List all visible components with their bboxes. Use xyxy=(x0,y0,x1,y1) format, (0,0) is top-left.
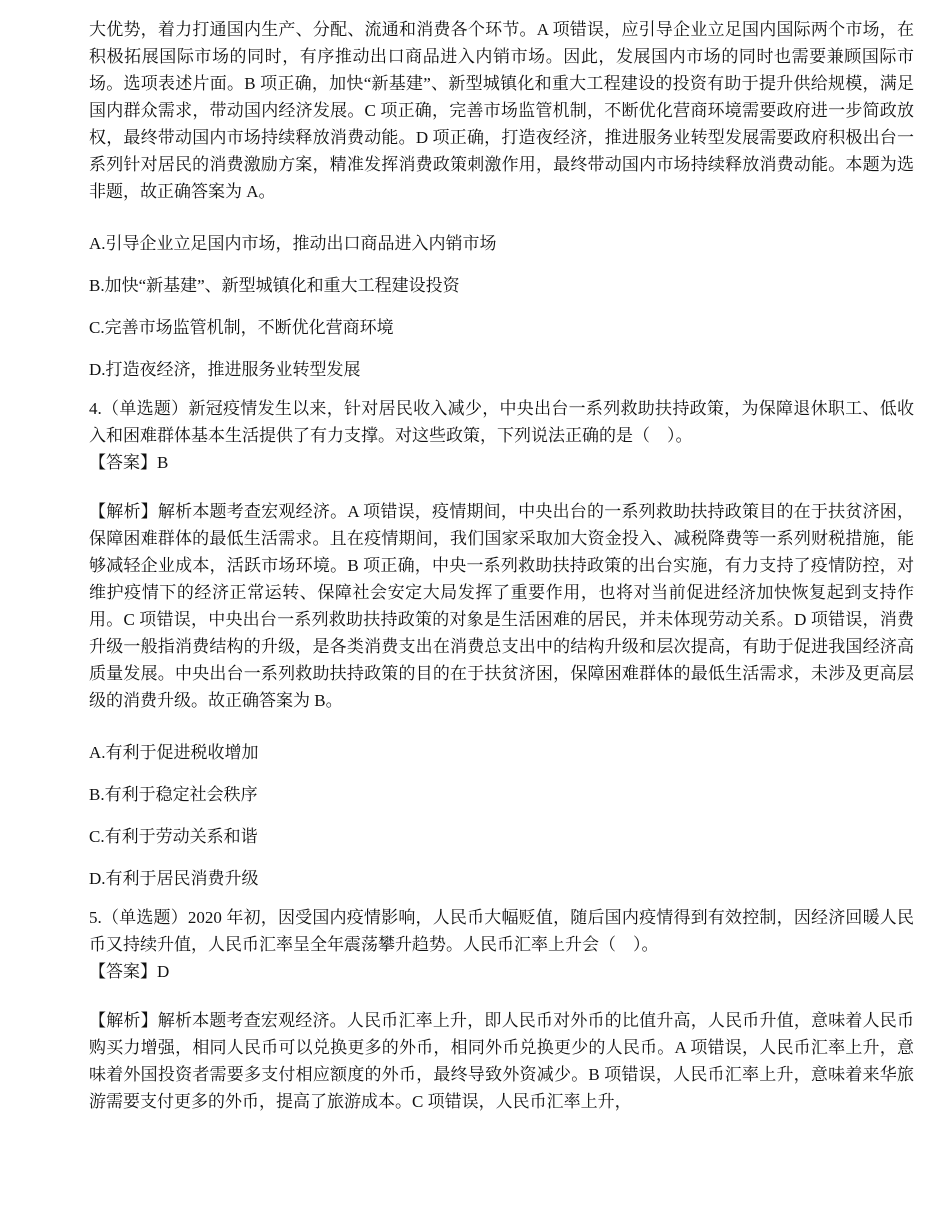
q4-answer: 【答案】B xyxy=(89,453,169,472)
q5-answer: 【答案】D xyxy=(89,962,170,981)
q3-analysis-tail: 大优势，着力打通国内生产、分配、流通和消费各个环节。A 项错误，应引导企业立足国内国际两个市场，在积极拓展国际市场的同时，有序推动出口商品进入内销市场。因此，发展国内市场的同时也需要兼顾国际市场。选项表述片面。B 项正确，加快“新基建”、新型城镇化和重大工程建设的投资有助于提升供给规模，满足国内群众需求，带动国内经济发展。C 项正确，完善市场监管机制，不断优化营商环境需要政府进一步简政放权，最终带动国内市场持续释放消费动能。D 项正确，打造夜经济，推进服务业转型发展需要政府积极出台一系列针对居民的消费激励方案，精准发挥消费政策刺激作用，最终带动国内市场持续释放消费动能。本题为选非题，故正确答案为 A。 xyxy=(89,20,914,201)
q4-option-d: D.有利于居民消费升级 xyxy=(89,869,259,888)
q3-option-b: B.加快“新基建”、新型城镇化和重大工程建设投资 xyxy=(89,276,460,295)
q3-option-d: D.打造夜经济，推进服务业转型发展 xyxy=(89,360,361,379)
q4-option-c: C.有利于劳动关系和谐 xyxy=(89,827,258,846)
q4-option-b: B.有利于稳定社会秩序 xyxy=(89,785,258,804)
q3-option-a: A.引导企业立足国内市场，推动出口商品进入内销市场 xyxy=(89,234,497,253)
q5-question: 5.（单选题）2020 年初，因受国内疫情影响，人民币大幅贬值，随后国内疫情得到有效控制，因经济回暖人民币又持续升值，人民币汇率呈全年震荡攀升趋势。人民币汇率上升会（ ）。 xyxy=(89,908,914,954)
q3-option-c: C.完善市场监管机制，不断优化营商环境 xyxy=(89,318,394,337)
q4-analysis: 【解析】解析本题考查宏观经济。A 项错误，疫情期间，中央出台的一系列救助扶持政策目的在于扶贫济困，保障困难群体的最低生活需求。且在疫情期间，我们国家采取加大资金投入、减税降费等一系列财税措施，能够减轻企业成本，活跃市场环境。B 项正确，中央一系列救助扶持政策的出台实施，有力支持了疫情防控，对维护疫情下的经济正常运转、保障社会安定大局发挥了重要作用，也将对当前促进经济加快恢复起到支持作用。C 项错误，中央出台一系列救助扶持政策的对象是生活困难的居民，并未体现劳动关系。D 项错误，消费升级一般指消费结构的升级，是各类消费支出在消费总支出中的结构升级和层次提高，有助于促进我国经济高质量发展。中央出台一系列救助扶持政策的目的在于扶贫济困，保障困难群体的最低生活需求，未涉及更高层级的消费升级。故正确答案为 B。 xyxy=(89,502,914,710)
q4-option-a: A.有利于促进税收增加 xyxy=(89,743,259,762)
q5-analysis: 【解析】解析本题考查宏观经济。人民币汇率上升，即人民币对外币的比值升高，人民币升值，意味着人民币购买力增强，相同人民币可以兑换更多的外币，相同外币兑换更少的人民币。A 项错误，人民币汇率上升，意味着外国投资者需要多支付相应额度的外币，最终导致外资减少。B 项错误，人民币汇率上升，意味着来华旅游需要支付更多的外币，提高了旅游成本。C 项错误，人民币汇率上升， xyxy=(89,1011,914,1111)
q4-question: 4.（单选题）新冠疫情发生以来，针对居民收入减少，中央出台一系列救助扶持政策，为保障退休职工、低收入和困难群体基本生活提供了有力支撑。对这些政策，下列说法正确的是（ ）。 xyxy=(89,399,914,445)
